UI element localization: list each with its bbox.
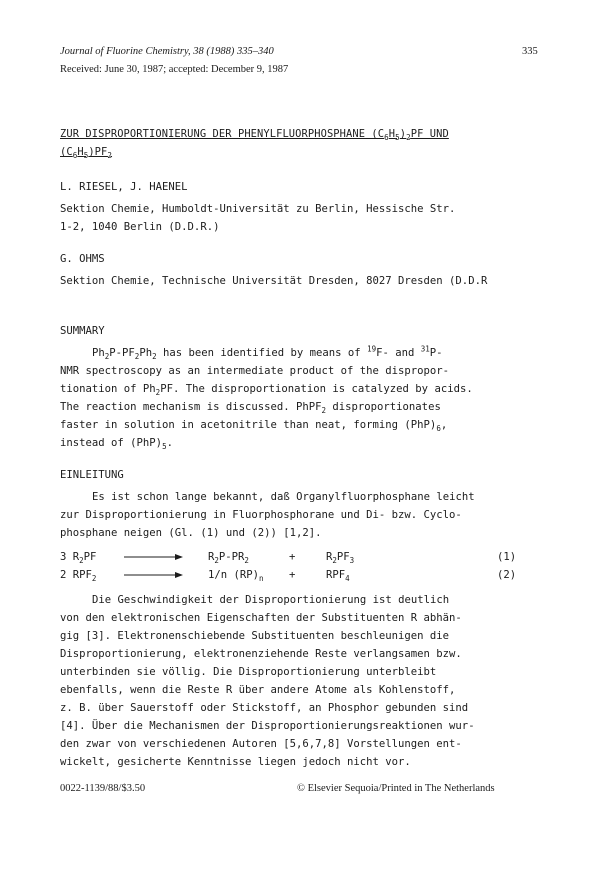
- affiliation-2: Sektion Chemie, Technische Universität Dresden, 8027 Dresden (D.D.R: [60, 275, 488, 287]
- eq1-product-2: $R_2PF_3$: [326, 551, 355, 566]
- body-line: z. B. über Sauerstoff oder Stickstoff, an Phosphor gebunden sind: [60, 702, 469, 714]
- affiliation-1-line2: 1-2, 1040 Berlin (D.D.R.): [60, 221, 220, 233]
- body-line: [4]. Über die Mechanismen der Disproportionierungsreaktionen wur-: [60, 720, 475, 732]
- body-line: wickelt, gesicherte Kenntnisse liegen jedoch nicht vor.: [60, 756, 411, 768]
- eq2-reactant: 2 $RPF_2$: [60, 569, 97, 584]
- authors-group-2: G. OHMS: [60, 253, 105, 265]
- eq2-product-2: $RPF_4$: [326, 569, 350, 584]
- body-line: ebenfalls, wenn die Reste R über andere Atome als Kohlenstoff,: [60, 684, 456, 696]
- issn-price: 0022-1139/88/$3.50: [60, 783, 146, 794]
- body-line: gig [3]. Elektronenschiebende Substituenten beschleunigen die: [60, 630, 450, 642]
- body-line: phosphane neigen (Gl. (1) und (2)) [1,2].: [60, 527, 322, 539]
- eq1-reactant: 3 $R_2PF$: [60, 551, 97, 566]
- paper-title-line1: ZUR DISPROPORTIONIERUNG DER PHENYLFLUORPHOSPHANE $(C_6H_5)_2PF$ UND: [60, 128, 449, 143]
- eq1-plus: +: [289, 551, 296, 563]
- body-line: Disproportionierung, elektronenziehende Reste verlangsamen bzw.: [60, 648, 462, 660]
- summary-line: faster in solution in acetonitrile than neat, forming $(PhP)_6$,: [60, 419, 448, 434]
- authors-group-1: L. RIESEL, J. HAENEL: [60, 181, 188, 193]
- copyright-notice: © Elsevier Sequoia/Printed in The Netherlands: [297, 783, 495, 794]
- summary-line: instead of $(PhP)_5$.: [60, 437, 173, 452]
- body-line: den zwar von verschiedenen Autoren [5,6,7,8] Vorstellungen ent-: [60, 738, 462, 750]
- summary-line: NMR spectroscopy as an intermediate product of the dispropor-: [60, 365, 450, 377]
- page-number: 335: [522, 46, 538, 57]
- eq1-product-1: $R_2P-PR_2$: [208, 551, 249, 566]
- affiliation-1-line1: Sektion Chemie, Humboldt-Universität zu Berlin, Hessische Str.: [60, 203, 456, 215]
- journal-citation: Journal of Fluorine Chemistry, 38 (1988) 335–340: [60, 46, 274, 57]
- eq1-number: (1): [497, 551, 517, 563]
- body-line: Die Geschwindigkeit der Disproportionierung ist deutlich: [92, 594, 450, 606]
- summary-line: $Ph_2P-PF_2Ph_2$ has been identified by means of $^{19}$F- and $^{31}$P-: [92, 344, 443, 362]
- body-line: unterbinden sie völlig. Die Disproportionierung unterbleibt: [60, 666, 437, 678]
- eq2-plus: +: [289, 569, 296, 581]
- summary-heading: SUMMARY: [60, 325, 105, 337]
- body-line: von den elektronischen Eigenschaften der Substituenten R abhän-: [60, 612, 462, 624]
- eq2-number: (2): [497, 569, 517, 581]
- body-line: zur Disproportionierung in Fluorphosphorane und Di- bzw. Cyclo-: [60, 509, 462, 521]
- received-date: Received: June 30, 1987; accepted: December 9, 1987: [60, 64, 289, 75]
- summary-line: The reaction mechanism is discussed. PhPF$_2$ disproportionates: [60, 401, 441, 416]
- summary-line: tionation of $Ph_2PF$. The disproportionation is catalyzed by acids.: [60, 383, 473, 398]
- paper-title-line2: $(C_6H_5)PF_2$: [60, 146, 113, 161]
- eq2-product-1: 1/n $(RP)_n$: [208, 569, 264, 584]
- reaction-arrow-icon: [122, 570, 184, 580]
- body-line: Es ist schon lange bekannt, daß Organylfluorphosphane leicht: [92, 491, 475, 503]
- einleitung-heading: EINLEITUNG: [60, 469, 124, 481]
- reaction-arrow-icon: [122, 552, 184, 562]
